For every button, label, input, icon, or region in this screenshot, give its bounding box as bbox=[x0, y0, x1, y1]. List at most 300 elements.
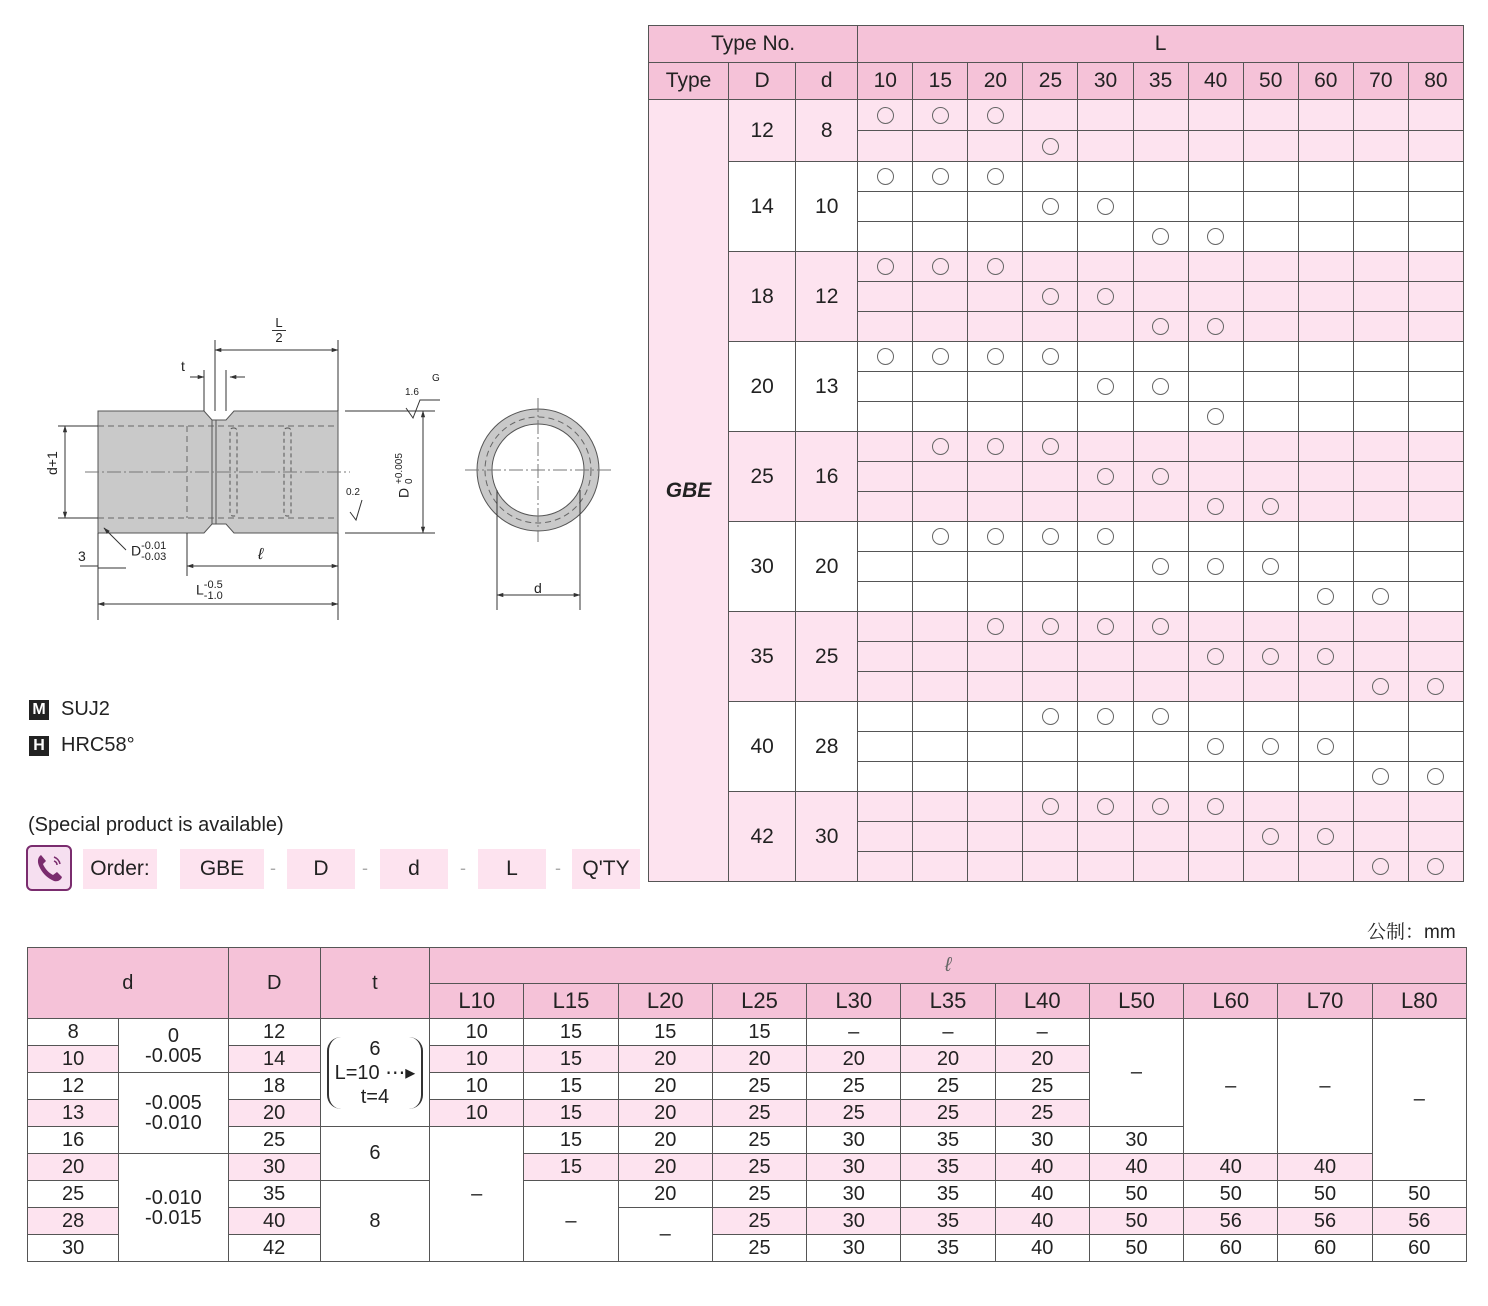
length-cell bbox=[1188, 252, 1243, 282]
cell-ell: 40 bbox=[1184, 1154, 1278, 1181]
length-cell bbox=[1298, 612, 1353, 642]
dim-col-header: L70 bbox=[1278, 983, 1372, 1019]
length-cell bbox=[1188, 672, 1243, 702]
length-cell bbox=[1353, 402, 1408, 432]
available-circle-icon bbox=[1317, 648, 1334, 665]
length-cell bbox=[1133, 252, 1188, 282]
cell-d: 8 bbox=[796, 100, 858, 162]
length-cell bbox=[1133, 192, 1188, 222]
length-cell bbox=[1078, 462, 1133, 492]
length-cell bbox=[1243, 372, 1298, 402]
cell-d: 8 bbox=[28, 1019, 119, 1046]
col-length: 40 bbox=[1188, 63, 1243, 100]
length-cell bbox=[1078, 342, 1133, 372]
type-cell: GBE bbox=[649, 100, 729, 882]
length-cell bbox=[858, 222, 913, 252]
length-cell bbox=[858, 342, 913, 372]
length-cell bbox=[1298, 100, 1353, 131]
length-cell bbox=[1298, 642, 1353, 672]
length-cell bbox=[858, 372, 913, 402]
side-view bbox=[58, 340, 440, 620]
length-cell bbox=[1243, 642, 1298, 672]
available-circle-icon bbox=[1207, 498, 1224, 515]
cell-d: 28 bbox=[796, 702, 858, 792]
cell-ell: – bbox=[995, 1019, 1089, 1046]
length-cell bbox=[913, 222, 968, 252]
available-circle-icon bbox=[1152, 708, 1169, 725]
order-separator: - bbox=[555, 858, 561, 878]
length-cell bbox=[1408, 732, 1463, 762]
cell-ell: 56 bbox=[1184, 1208, 1278, 1235]
available-circle-icon bbox=[1207, 798, 1224, 815]
cell-d: 16 bbox=[28, 1127, 119, 1154]
cell-ell: 15 bbox=[524, 1100, 618, 1127]
header-L: L bbox=[858, 26, 1464, 63]
length-cell bbox=[1298, 222, 1353, 252]
available-circle-icon bbox=[1317, 828, 1334, 845]
length-cell bbox=[1243, 402, 1298, 432]
length-cell bbox=[1133, 672, 1188, 702]
cell-ell: 20 bbox=[618, 1181, 712, 1208]
cell-ell: – bbox=[807, 1019, 901, 1046]
available-circle-icon bbox=[932, 348, 949, 365]
length-cell bbox=[1298, 582, 1353, 612]
dim-header-ell: ℓ bbox=[430, 948, 1467, 984]
cell-ell: 50 bbox=[1372, 1181, 1466, 1208]
cell-ell-dash: – bbox=[1089, 1019, 1183, 1127]
length-cell bbox=[858, 162, 913, 192]
length-cell bbox=[1078, 582, 1133, 612]
order-field-type[interactable]: GBE bbox=[180, 849, 264, 889]
length-cell bbox=[1188, 100, 1243, 131]
label-roughness-g: G bbox=[432, 373, 440, 384]
selection-row bbox=[649, 792, 1464, 822]
length-cell bbox=[1353, 372, 1408, 402]
length-cell bbox=[913, 732, 968, 762]
available-circle-icon bbox=[1097, 198, 1114, 215]
available-circle-icon bbox=[1262, 738, 1279, 755]
cell-ell: 25 bbox=[712, 1235, 806, 1262]
length-cell bbox=[968, 222, 1023, 252]
length-cell bbox=[968, 402, 1023, 432]
length-cell bbox=[1408, 100, 1463, 131]
cell-d: 30 bbox=[796, 792, 858, 882]
col-length: 50 bbox=[1243, 63, 1298, 100]
cell-ell: 25 bbox=[807, 1073, 901, 1100]
cell-D: 40 bbox=[228, 1208, 320, 1235]
dim-col-header: L50 bbox=[1089, 983, 1183, 1019]
cell-D: 25 bbox=[228, 1127, 320, 1154]
length-cell bbox=[1078, 402, 1133, 432]
length-cell bbox=[1353, 432, 1408, 462]
length-cell bbox=[913, 822, 968, 852]
length-cell bbox=[1353, 222, 1408, 252]
length-cell bbox=[1353, 252, 1408, 282]
technical-drawing bbox=[40, 310, 640, 630]
length-cell bbox=[1133, 642, 1188, 672]
cell-ell: 35 bbox=[901, 1154, 995, 1181]
selection-row bbox=[649, 100, 1464, 131]
length-cell bbox=[1243, 732, 1298, 762]
cell-ell: 25 bbox=[712, 1181, 806, 1208]
length-cell bbox=[1023, 732, 1078, 762]
length-cell bbox=[913, 372, 968, 402]
length-cell bbox=[1353, 282, 1408, 312]
label-l-half: L 2 bbox=[272, 316, 286, 345]
header-type-no: Type No. bbox=[649, 26, 858, 63]
col-length: 15 bbox=[913, 63, 968, 100]
length-cell bbox=[1023, 312, 1078, 342]
length-cell bbox=[1078, 852, 1133, 882]
material-row bbox=[29, 698, 110, 721]
length-cell bbox=[1243, 552, 1298, 582]
length-cell bbox=[1353, 642, 1408, 672]
cell-ell: 25 bbox=[901, 1073, 995, 1100]
cell-ell: 10 bbox=[430, 1046, 524, 1073]
available-circle-icon bbox=[1262, 828, 1279, 845]
available-circle-icon bbox=[1152, 558, 1169, 575]
cell-ell: 30 bbox=[995, 1127, 1089, 1154]
length-cell bbox=[1188, 192, 1243, 222]
cell-ell: 25 bbox=[712, 1154, 806, 1181]
length-cell bbox=[1023, 192, 1078, 222]
length-cell bbox=[968, 822, 1023, 852]
t-note-box bbox=[327, 1037, 424, 1109]
length-cell bbox=[1188, 312, 1243, 342]
available-circle-icon bbox=[1427, 768, 1444, 785]
cell-d: 10 bbox=[28, 1046, 119, 1073]
length-cell bbox=[1408, 762, 1463, 792]
cell-t: 6 bbox=[320, 1127, 429, 1181]
cell-ell: 30 bbox=[807, 1127, 901, 1154]
col-length: 60 bbox=[1298, 63, 1353, 100]
length-cell bbox=[1078, 131, 1133, 162]
length-cell bbox=[1243, 282, 1298, 312]
length-cell bbox=[1078, 432, 1133, 462]
cell-ell: 15 bbox=[712, 1019, 806, 1046]
length-cell bbox=[858, 672, 913, 702]
cell-t: 8 bbox=[320, 1181, 429, 1262]
length-cell bbox=[1023, 432, 1078, 462]
length-cell bbox=[1298, 312, 1353, 342]
cell-D: 12 bbox=[228, 1019, 320, 1046]
length-cell bbox=[1243, 192, 1298, 222]
length-cell bbox=[1353, 131, 1408, 162]
dim-col-header: L35 bbox=[901, 983, 995, 1019]
length-cell bbox=[1078, 522, 1133, 552]
length-cell bbox=[1298, 282, 1353, 312]
cell-ell: 40 bbox=[995, 1235, 1089, 1262]
cell-ell: 40 bbox=[995, 1181, 1089, 1208]
order-field-D[interactable]: D bbox=[287, 849, 355, 889]
length-cell bbox=[1298, 192, 1353, 222]
length-cell bbox=[1188, 552, 1243, 582]
phone-icon[interactable] bbox=[26, 845, 72, 891]
length-cell bbox=[968, 642, 1023, 672]
available-circle-icon bbox=[1262, 558, 1279, 575]
available-circle-icon bbox=[1152, 228, 1169, 245]
cell-ell: 30 bbox=[1089, 1127, 1183, 1154]
cell-D: 14 bbox=[729, 162, 796, 252]
length-cell bbox=[1243, 222, 1298, 252]
cell-d: 30 bbox=[28, 1235, 119, 1262]
available-circle-icon bbox=[1207, 558, 1224, 575]
available-circle-icon bbox=[1372, 768, 1389, 785]
length-cell bbox=[1078, 282, 1133, 312]
cell-ell-dash: – bbox=[430, 1127, 524, 1262]
order-separator: - bbox=[362, 858, 368, 878]
length-cell bbox=[1188, 822, 1243, 852]
cell-D: 35 bbox=[228, 1181, 320, 1208]
length-cell bbox=[1133, 432, 1188, 462]
tol-lower: -0.010 bbox=[145, 1112, 202, 1134]
length-cell bbox=[1298, 131, 1353, 162]
length-cell bbox=[1078, 612, 1133, 642]
length-cell bbox=[913, 762, 968, 792]
length-cell bbox=[1078, 672, 1133, 702]
length-cell bbox=[1133, 552, 1188, 582]
cell-ell-dash: – bbox=[1278, 1019, 1372, 1154]
length-cell bbox=[1023, 252, 1078, 282]
cell-ell: 35 bbox=[901, 1235, 995, 1262]
length-cell bbox=[1078, 762, 1133, 792]
order-field-qty[interactable]: Q'TY bbox=[572, 849, 640, 889]
available-circle-icon bbox=[932, 528, 949, 545]
label-roughness-02: 0.2 bbox=[346, 487, 360, 498]
length-cell bbox=[1133, 222, 1188, 252]
length-cell bbox=[1188, 522, 1243, 552]
available-circle-icon bbox=[1207, 318, 1224, 335]
label-d-plus-1: d+1 bbox=[44, 451, 60, 475]
length-cell bbox=[1243, 702, 1298, 732]
order-field-d[interactable]: d bbox=[380, 849, 448, 889]
length-cell bbox=[1408, 822, 1463, 852]
cell-ell: 20 bbox=[901, 1046, 995, 1073]
length-cell bbox=[1298, 522, 1353, 552]
dim-row bbox=[28, 1154, 1467, 1181]
dim-col-header: L25 bbox=[712, 983, 806, 1019]
available-circle-icon bbox=[1427, 858, 1444, 875]
length-cell bbox=[1078, 492, 1133, 522]
cell-D: 35 bbox=[729, 612, 796, 702]
length-cell bbox=[1188, 492, 1243, 522]
length-cell bbox=[968, 100, 1023, 131]
cell-ell: 60 bbox=[1184, 1235, 1278, 1262]
cell-ell: 56 bbox=[1278, 1208, 1372, 1235]
selection-row bbox=[649, 522, 1464, 552]
length-cell bbox=[1353, 762, 1408, 792]
cell-ell: 15 bbox=[618, 1019, 712, 1046]
length-cell bbox=[858, 131, 913, 162]
cell-ell: 30 bbox=[807, 1235, 901, 1262]
length-cell bbox=[1243, 792, 1298, 822]
length-cell bbox=[1133, 162, 1188, 192]
length-cell bbox=[858, 612, 913, 642]
length-cell bbox=[1298, 462, 1353, 492]
length-cell bbox=[858, 282, 913, 312]
length-cell bbox=[1408, 131, 1463, 162]
available-circle-icon bbox=[1042, 618, 1059, 635]
dim-row bbox=[28, 1208, 1467, 1235]
t-note-result: t=4 bbox=[360, 1085, 390, 1108]
cell-ell: 25 bbox=[901, 1100, 995, 1127]
cell-ell: 50 bbox=[1089, 1235, 1183, 1262]
length-cell bbox=[1078, 732, 1133, 762]
length-cell bbox=[1353, 612, 1408, 642]
length-cell bbox=[858, 432, 913, 462]
length-cell bbox=[1408, 492, 1463, 522]
cell-ell: 25 bbox=[712, 1100, 806, 1127]
length-cell bbox=[1298, 762, 1353, 792]
available-circle-icon bbox=[987, 438, 1004, 455]
length-cell bbox=[1408, 852, 1463, 882]
available-circle-icon bbox=[1372, 858, 1389, 875]
cell-ell: 10 bbox=[430, 1073, 524, 1100]
cell-D: 14 bbox=[228, 1046, 320, 1073]
length-cell bbox=[1188, 162, 1243, 192]
length-cell bbox=[1408, 642, 1463, 672]
length-cell bbox=[1243, 852, 1298, 882]
length-cell bbox=[1078, 822, 1133, 852]
available-circle-icon bbox=[1042, 348, 1059, 365]
unit-note: 公制：mm bbox=[1367, 922, 1456, 943]
length-cell bbox=[1023, 852, 1078, 882]
cell-ell: 25 bbox=[712, 1208, 806, 1235]
length-cell bbox=[858, 522, 913, 552]
cell-ell: 50 bbox=[1089, 1208, 1183, 1235]
col-length: 25 bbox=[1023, 63, 1078, 100]
available-circle-icon bbox=[1317, 588, 1334, 605]
length-cell bbox=[1243, 252, 1298, 282]
length-cell bbox=[1298, 402, 1353, 432]
length-cell bbox=[1353, 672, 1408, 702]
length-cell bbox=[858, 462, 913, 492]
col-length: 10 bbox=[858, 63, 913, 100]
cell-ell: 25 bbox=[807, 1100, 901, 1127]
length-cell bbox=[1188, 792, 1243, 822]
t-note-value: 6 bbox=[369, 1037, 381, 1060]
length-cell bbox=[968, 702, 1023, 732]
cell-ell: 40 bbox=[995, 1208, 1089, 1235]
selection-row bbox=[649, 432, 1464, 462]
available-circle-icon bbox=[987, 528, 1004, 545]
dim-header-d: d bbox=[28, 948, 229, 1019]
length-cell bbox=[1408, 282, 1463, 312]
length-cell bbox=[1408, 522, 1463, 552]
order-label: Order: bbox=[83, 849, 157, 889]
length-cell bbox=[1133, 492, 1188, 522]
dim-row bbox=[28, 1181, 1467, 1208]
cell-ell: 20 bbox=[618, 1046, 712, 1073]
length-cell bbox=[1078, 702, 1133, 732]
length-cell bbox=[1243, 131, 1298, 162]
length-cell bbox=[1133, 792, 1188, 822]
label-d-tolerance: D +0.005 0 bbox=[394, 453, 415, 498]
length-cell bbox=[1408, 402, 1463, 432]
available-circle-icon bbox=[1097, 468, 1114, 485]
label-ell: ℓ bbox=[258, 546, 264, 563]
length-cell bbox=[1023, 100, 1078, 131]
length-cell bbox=[1023, 762, 1078, 792]
cell-D: 42 bbox=[729, 792, 796, 882]
length-cell bbox=[913, 282, 968, 312]
cell-ell: 30 bbox=[807, 1208, 901, 1235]
dim-col-header: L20 bbox=[618, 983, 712, 1019]
available-circle-icon bbox=[1097, 798, 1114, 815]
length-cell bbox=[968, 192, 1023, 222]
dim-row bbox=[28, 1019, 1467, 1046]
length-cell bbox=[1353, 342, 1408, 372]
length-cell bbox=[1243, 672, 1298, 702]
length-cell bbox=[1408, 192, 1463, 222]
cell-d: 13 bbox=[28, 1100, 119, 1127]
material-icon: M bbox=[29, 700, 49, 720]
col-length: 35 bbox=[1133, 63, 1188, 100]
available-circle-icon bbox=[932, 438, 949, 455]
cell-ell: 50 bbox=[1089, 1181, 1183, 1208]
length-cell bbox=[913, 312, 968, 342]
available-circle-icon bbox=[1097, 708, 1114, 725]
length-cell bbox=[1188, 852, 1243, 882]
label-d-minus: D-0.01 -0.03 bbox=[131, 540, 167, 563]
hardness-icon: H bbox=[29, 736, 49, 756]
length-cell bbox=[858, 642, 913, 672]
available-circle-icon bbox=[1262, 498, 1279, 515]
length-cell bbox=[1298, 342, 1353, 372]
available-circle-icon bbox=[877, 168, 894, 185]
available-circle-icon bbox=[1262, 648, 1279, 665]
available-circle-icon bbox=[1042, 708, 1059, 725]
length-cell bbox=[913, 702, 968, 732]
length-cell bbox=[1023, 672, 1078, 702]
available-circle-icon bbox=[877, 107, 894, 124]
length-cell bbox=[1408, 162, 1463, 192]
cell-d: 13 bbox=[796, 342, 858, 432]
length-cell bbox=[1133, 372, 1188, 402]
length-cell bbox=[1353, 702, 1408, 732]
cell-D: 30 bbox=[228, 1154, 320, 1181]
label-d-small: d bbox=[534, 580, 542, 596]
available-circle-icon bbox=[1152, 618, 1169, 635]
length-cell bbox=[1353, 822, 1408, 852]
length-cell bbox=[1243, 822, 1298, 852]
available-circle-icon bbox=[1042, 798, 1059, 815]
selection-row bbox=[649, 252, 1464, 282]
tol-lower: -0.005 bbox=[145, 1044, 202, 1067]
length-cell bbox=[913, 252, 968, 282]
order-field-L[interactable]: L bbox=[478, 849, 546, 889]
cell-ell: 20 bbox=[807, 1046, 901, 1073]
available-circle-icon bbox=[1207, 648, 1224, 665]
length-cell bbox=[1023, 582, 1078, 612]
length-cell bbox=[1133, 282, 1188, 312]
available-circle-icon bbox=[932, 168, 949, 185]
length-cell bbox=[1243, 100, 1298, 131]
length-cell bbox=[1298, 492, 1353, 522]
length-cell bbox=[1188, 222, 1243, 252]
length-cell bbox=[858, 402, 913, 432]
available-circle-icon bbox=[1152, 318, 1169, 335]
length-cell bbox=[913, 642, 968, 672]
length-cell bbox=[913, 462, 968, 492]
selection-row bbox=[649, 342, 1464, 372]
length-cell bbox=[858, 582, 913, 612]
length-cell bbox=[968, 792, 1023, 822]
length-cell bbox=[968, 162, 1023, 192]
available-circle-icon bbox=[1042, 198, 1059, 215]
length-cell bbox=[913, 432, 968, 462]
length-cell bbox=[1188, 762, 1243, 792]
